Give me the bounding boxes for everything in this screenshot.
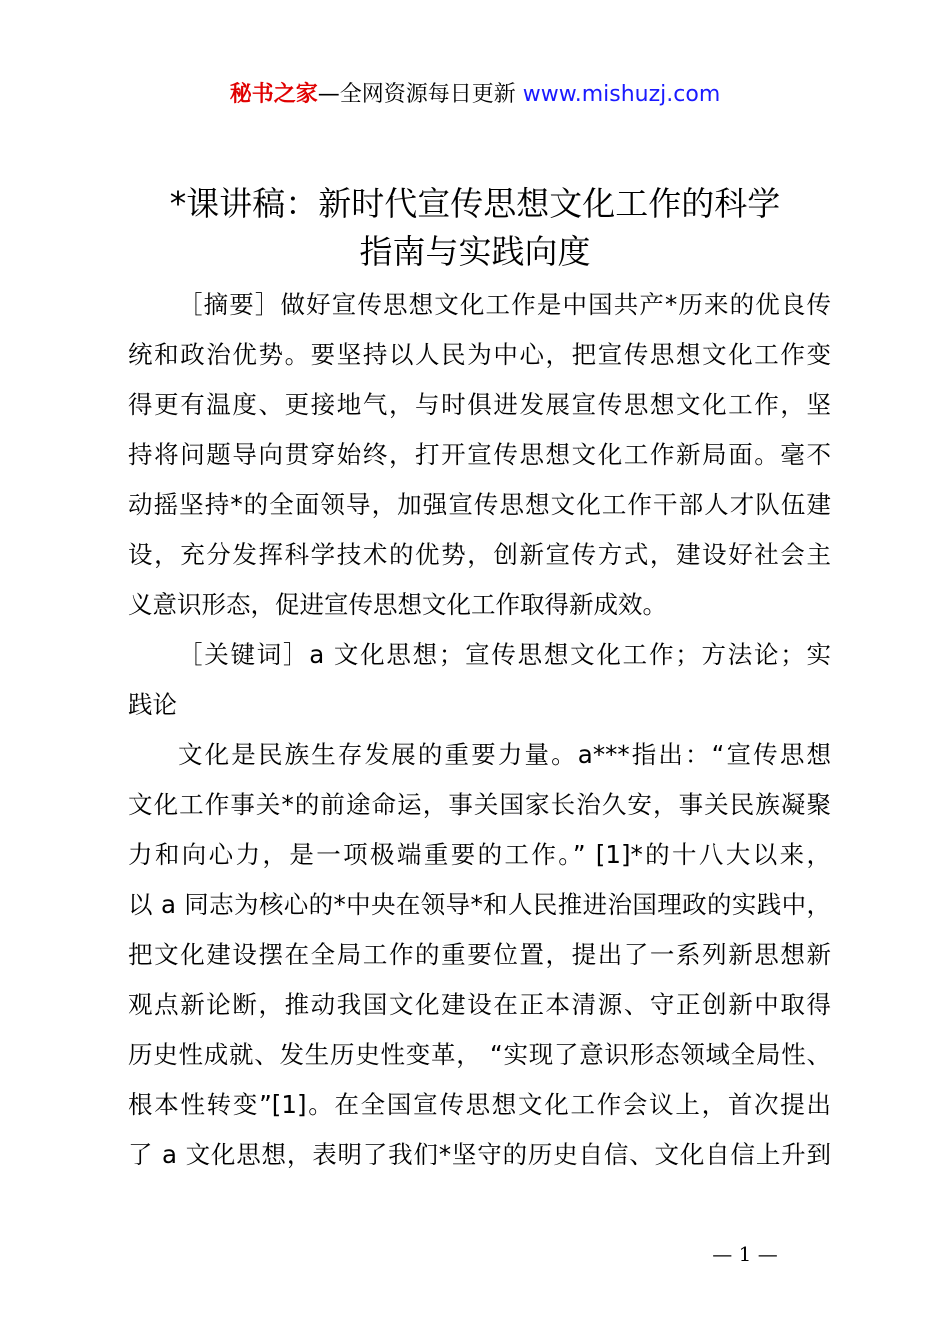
abstract-line: 义意识形态，促进宣传思想文化工作取得新成效。 <box>128 590 667 619</box>
body-line: 历史性成就、发生历史性变革， “实现了意识形态领域全局性、 <box>128 1040 831 1069</box>
page-number: — 1 — <box>712 1242 778 1266</box>
keywords-line: 践论 <box>128 690 177 719</box>
body-line: 文化是民族生存发展的重要力量。a***指出：“宣传思想 <box>178 740 831 769</box>
document-title <box>80 180 870 276</box>
abstract-line: 设，充分发挥科学技术的优势，创新宣传方式，建设好社会主 <box>128 540 831 569</box>
abstract-line: 持将问题导向贯穿始终，打开宣传思想文化工作新局面。毫不 <box>128 440 831 469</box>
title-line-1: *课讲稿：新时代宣传思想文化工作的科学 <box>169 184 781 223</box>
body-line: 了 a 文化思想，表明了我们*坚守的历史自信、文化自信上升到 <box>128 1140 831 1169</box>
title-line-2: 指南与实践向度 <box>359 232 591 271</box>
brand-name: 秘书之家 <box>229 82 318 107</box>
body-line: 观点新论断，推动我国文化建设在正本清源、守正创新中取得 <box>128 990 831 1019</box>
header-tagline: —全网资源每日更新 <box>317 82 516 107</box>
body-line: 根本性转变”[1]。在全国宣传思想文化工作会议上，首次提出 <box>128 1090 831 1119</box>
abstract-line: 统和政治优势。要坚持以人民为中心，把宣传思想文化工作变 <box>128 340 831 369</box>
site-header <box>0 78 950 112</box>
body-line: 力和向心力，是一项极端重要的工作。” [1]*的十八大以来， <box>128 840 831 869</box>
abstract-line: 得更有温度、更接地气，与时俱进发展宣传思想文化工作，坚 <box>128 390 831 419</box>
abstract-line: ［摘要］做好宣传思想文化工作是中国共产*历来的优良传 <box>178 290 831 319</box>
site-url-link[interactable]: www.mishuzj.com <box>522 82 721 107</box>
keywords-line: ［关键词］a 文化思想；宣传思想文化工作；方法论；实 <box>178 640 831 669</box>
abstract-line: 动摇坚持*的全面领导，加强宣传思想文化工作干部人才队伍建 <box>128 490 831 519</box>
body-line: 把文化建设摆在全局工作的重要位置，提出了一系列新思想新 <box>128 940 831 969</box>
body-line: 文化工作事关*的前途命运，事关国家长治久安，事关民族凝聚 <box>128 790 831 819</box>
body-line: 以 a 同志为核心的*中央在领导*和人民推进治国理政的实践中， <box>128 890 831 919</box>
